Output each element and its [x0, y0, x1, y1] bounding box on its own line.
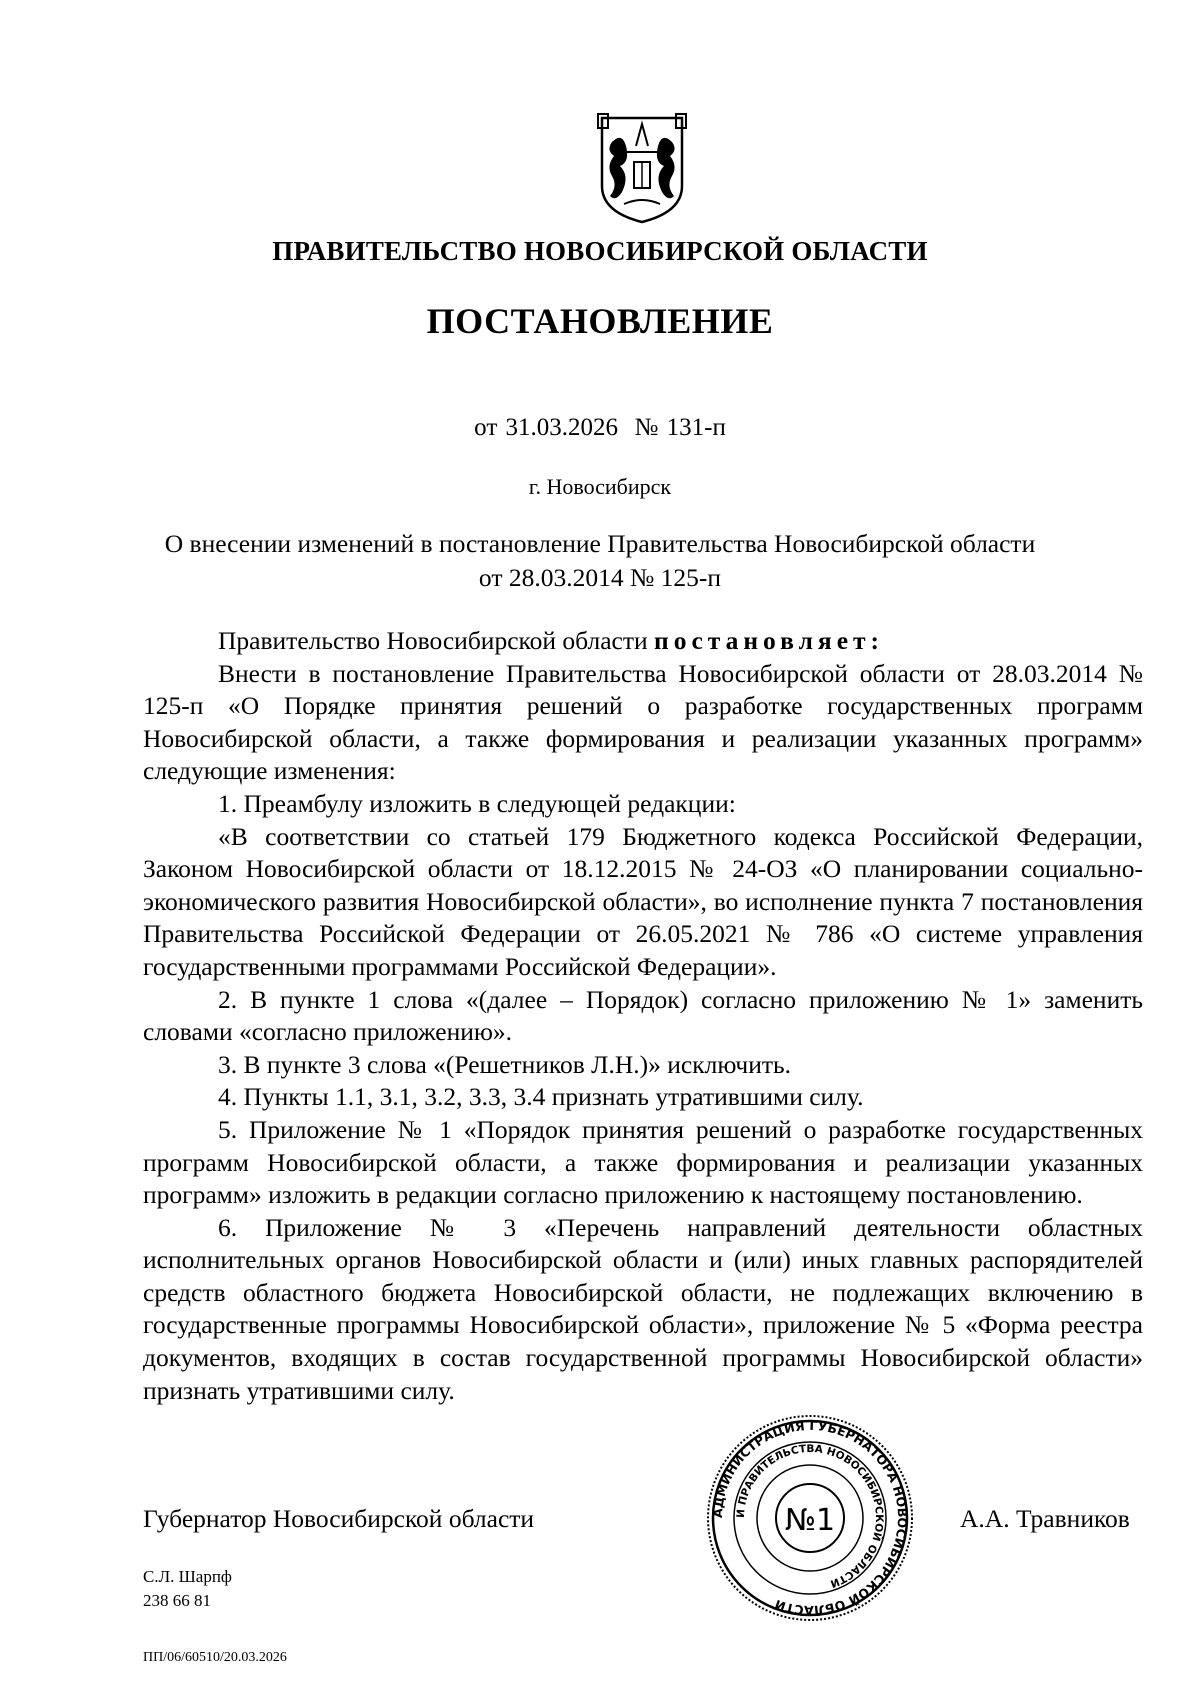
intro-text: Правительство Новосибирской области [218, 626, 654, 655]
signatory-name: А.А. Травников [960, 1504, 1130, 1533]
organization-name: ПРАВИТЕЛЬСТВО НОВОСИБИРСКОЙ ОБЛАСТИ [272, 236, 928, 266]
city: г. Новосибирск [528, 474, 672, 499]
paragraph-item-2: 2. В пункте 1 слова «(далее – Порядок) согласно приложению № 1» заменить словами «согласно приложению». [143, 984, 1143, 1047]
subject-line-2: от 28.03.2014 № 125-п [478, 563, 722, 592]
contact-name: С.Л. Шарпф [143, 1567, 232, 1586]
paragraph-item-4: 4. Пункты 1.1, 3.1, 3.2, 3.3, 3.4 признать утратившими силу. [218, 1082, 864, 1112]
stamp-outer-text: АДМИНИСТРАЦИЯ ГУБЕРНАТОРА НОВОСИБИРСКОЙ ОБЛАСТИ [709, 1417, 911, 1619]
document-type: ПОСТАНОВЛЕНИЕ [426, 301, 774, 341]
document-body [143, 625, 1143, 1407]
signatory-title: Губернатор Новосибирской области [143, 1504, 535, 1533]
date-and-number: от 31.03.2026 № 131-п [474, 414, 726, 441]
document-subject [0, 527, 1200, 595]
paragraph-main: Внести в постановление Правительства Новосибирской области от 28.03.2014 № 125-п «О Порядке принятия решений о разработке государственных программ Новосибирской области, а также формирования и реализации указанных программ» следующие изменения: [143, 658, 1143, 786]
registration-number: ПП/06/60510/20.03.2026 [143, 1650, 287, 1665]
paragraph-preamble: «В соответствии со статьей 179 Бюджетного кодекса Российской Федерации, Законом Новосибирской области от 18.12.2015 № 24-ОЗ «О планировании социально-экономического развития Новосибирской области», во исполнение пункта 7 постановления Правительства Российской Федерации от 26.05.2021 № 786 «О системе управления государственными программами Российской Федерации». [143, 821, 1143, 981]
paragraph-item-1: 1. Преамбулу изложить в следующей редакции: [218, 788, 736, 818]
paragraph-item-6: 6. Приложение № 3 «Перечень направлений деятельности областных исполнительных органов Новосибирской области и (или) иных главных распорядителей средств областного бюджета Новосибирской области, не подлежащих включению в государственные программы Новосибирской области», приложение № 5 «Форма реестра документов, входящих в состав государственной программы Новосибирской области» признать утратившими силу. [143, 1212, 1143, 1405]
contact-info [143, 1565, 232, 1613]
official-stamp [705, 1413, 915, 1623]
coat-of-arms-icon [596, 112, 688, 226]
paragraph-item-3: 3. В пункте 3 слова «(Решетников Л.Н.)» исключить. [218, 1049, 792, 1079]
stamp-inner-text: И ПРАВИТЕЛЬСТВА НОВОСИБИРСКОЙ ОБЛАСТИ [734, 1442, 886, 1590]
paragraph-item-5: 5. Приложение № 1 «Порядок принятия решений о разработке государственных программ Новосибирской области, а также формирования и реализации указанных программ» изложить в редакции согласно приложению к настоящему постановлению. [143, 1114, 1143, 1210]
stamp-number: №1 [784, 1503, 836, 1538]
subject-line-1: О внесении изменений в постановление Правительства Новосибирской области [164, 529, 1036, 558]
intro-paragraph [143, 625, 1143, 658]
intro-verb: постановляет: [654, 626, 885, 655]
contact-phone: 238 66 81 [143, 1591, 211, 1610]
